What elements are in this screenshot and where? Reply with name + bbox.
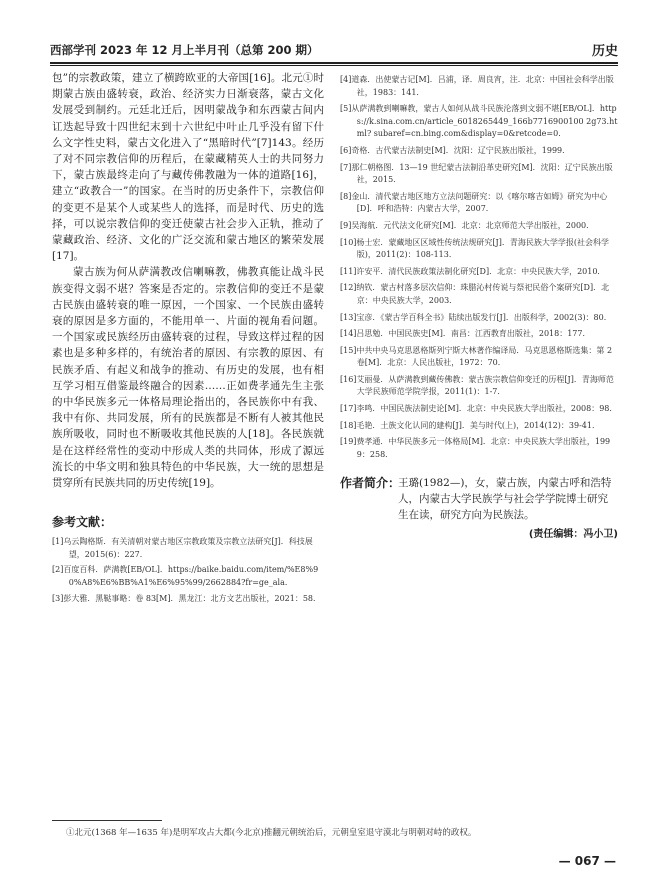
reference-item: [19]费孝通．中华民族多元一体格局[M]．北京：中央民族大学出版社，1999：258． <box>340 437 611 459</box>
reference-item: [16]艾丽曼．从萨满教到藏传佛教：蒙古族宗教信仰变迁的历程[J]．青海师范大学民族师范学院学报，2011(1)：1-7． <box>340 374 614 397</box>
right-column <box>340 70 618 540</box>
reference-item: [9]吴海航．元代法文化研究[M]．北京：北京师范大学出版社，2000． <box>340 220 595 230</box>
references-heading: 参考文献： <box>52 515 113 530</box>
journal-masthead: 西部学刊 2023 年 12 月上半月刊（总第 200 期） <box>50 43 319 57</box>
paragraph-2: 蒙古族为何从萨满教改信喇嘛教，佛教真能让战斗民族变得文弱不堪？答案是否定的。宗教信仰的变迁不是蒙古民族由盛转衰的唯一原因，一个国家、一个民族由盛转衰的原因是多方面的，不能用单一、片面的视角看问题。一个国家或民族经历由盛转衰的过程，导致这样过程的因素也是多种多样的，有统治者的原因、有宗教的原因、有民族矛盾、有起义和战争的推动、有历史的发展，也有相互学习相互借鉴最终融合的因素……正如费孝通先生主张的中华民族多元一体格局理论指出的，各民族你中有我、我中有你、共同发展，所有的民族都是不断有人被其他民族所吸收，同时也不断吸收其他民族的人[18]。各民族就是在这样经常性的变动中形成人类的共同体，形成了源远流长的中华文明和独具特色的中华民族，大一统的思想是贯穿所有民族共同的历史传统[19]。 <box>52 266 324 490</box>
article-body <box>52 70 324 491</box>
author-bio-text: 王璐(1982—)，女，蒙古族，内蒙古呼和浩特人，内蒙古大学民族学与社会学学院博士研究生在读，研究方向为民族法。 <box>398 477 612 522</box>
header-rule-thick <box>50 62 618 64</box>
paragraph-1: 包”的宗教政策，建立了横跨欧亚的大帝国[16]。北元①时期蒙古族由盛转衰，政治、经济实力日渐衰落，蒙古文化发展受到制约。元廷北迁后，因明蒙战争和东西蒙古间内讧迭起导致十四世纪末到十六世纪中叶止几乎没有留下什么文字性史料，蒙古文化进入了“黑暗时代”[7]143。经历了对不同宗教信仰的历程后，在蒙藏精英人士的共同努力下，蒙古族最终走向了与藏传佛教融为一体的道路[16]，建立“政教合一”的国家。在当时的历史条件下，宗教信仰的变更不是某个人或某些人的选择，而是时代、历史的选择，可以说宗教信仰的变迁使蒙古社会步入正轨，推动了蒙藏政治、经济、文化的广泛交流和蒙古地区的繁荣发展[17]。 <box>52 72 324 263</box>
references-list-right <box>340 74 618 461</box>
reference-item: [15]中共中央马克思恩格斯列宁斯大林著作编译局．马克思恩格斯选集：第 2 卷[M]．北京：人民出版社，1972：70． <box>340 345 613 368</box>
header-rule-thin <box>50 65 618 66</box>
reference-item: [14]吕思勉．中国民族史[M]．南昌：江西教育出版社，2018：177． <box>340 329 591 339</box>
reference-item: [17]李鸣．中国民族法制史论[M]．北京：中央民族大学出版社，2008：98． <box>340 404 618 414</box>
reference-item: [13]宝彦．《蒙古学百科全书》陆续出版发行[J]．出版科学，2002(3)：80． <box>340 312 612 322</box>
reference-item: [18]毛艳．土族文化认同的建构[J]．美与时代(上)，2014(12)：39-41． <box>340 420 600 430</box>
reference-item: [6]奇格．古代蒙古法制史[M]．沈阳：辽宁民族出版社，1999． <box>340 145 571 155</box>
reference-item: [11]许安平．清代民族政策法制化研究[D]．北京：中央民族大学，2010． <box>340 266 606 276</box>
reference-item: [2]百度百科．萨满教[EB/OL]．https://baike.baidu.com/item/%E8%90%A8%E6%BB%A1%E6%95%99/2662884?fr=ge_ala． <box>52 565 319 588</box>
section-label: 历史 <box>591 44 618 59</box>
author-bio-label: 作者简介： <box>340 476 401 491</box>
reference-item: [1]乌云陶格斯．有关清朝对蒙古地区宗教政策及宗教立法研究[J]．科技展望，2015(6)：227． <box>52 537 313 559</box>
footnote: ①北元(1368 年—1635 年)是明军攻占大都(今北京)推翻元朝统治后，元朝皇室退守漠北与明朝对峙的政权。 <box>66 828 477 838</box>
reference-item: [10]杨士宏．蒙藏地区区域性传统法规研究[J]．青海民族大学学报(社会科学版)，2011(2)：108-113． <box>340 237 609 260</box>
reference-item: [12]纳钦．蒙古村落多层次信仰：珠腊沁村传说与祭祀民俗个案研究[D]．北京：中央民族大学，2003． <box>340 283 610 305</box>
footnote-rule <box>52 820 162 821</box>
reference-item: [5]从萨满教到喇嘛教，蒙古人如何从战斗民族沦落到文弱不堪[EB/OL]．https://k.sina.com.cn/article_6018265449_166b7716900100 2g73.html? subaref=cn.bing.com&display=0&retcode=0． <box>340 104 618 139</box>
reference-item: [7]那仁朝格图．13—19 世纪蒙古法制沿革史研究[M]．沈阳：辽宁民族出版社，2015． <box>340 162 613 185</box>
running-header <box>50 38 618 60</box>
reference-item: [8]金山．清代蒙古地区地方立法问题研究：以《喀尔喀吉如姆》研究为中心[D]．呼和浩特：内蒙古大学，2007． <box>340 191 608 214</box>
references-list-left <box>52 536 324 605</box>
responsible-editor: (责任编辑：冯小卫) <box>528 529 618 541</box>
reference-item: [4]道森．出使蒙古记[M]．吕浦，译．周良宵，注．北京：中国社会科学出版社，1983：141． <box>340 75 614 97</box>
page-number: — 067 — <box>558 854 616 868</box>
author-bio <box>340 475 618 523</box>
reference-item: [3]彭大雅．黑鞑事略：卷 83[M]．黑龙江：北方文艺出版社，2021：58． <box>52 593 322 603</box>
left-column <box>52 70 324 608</box>
